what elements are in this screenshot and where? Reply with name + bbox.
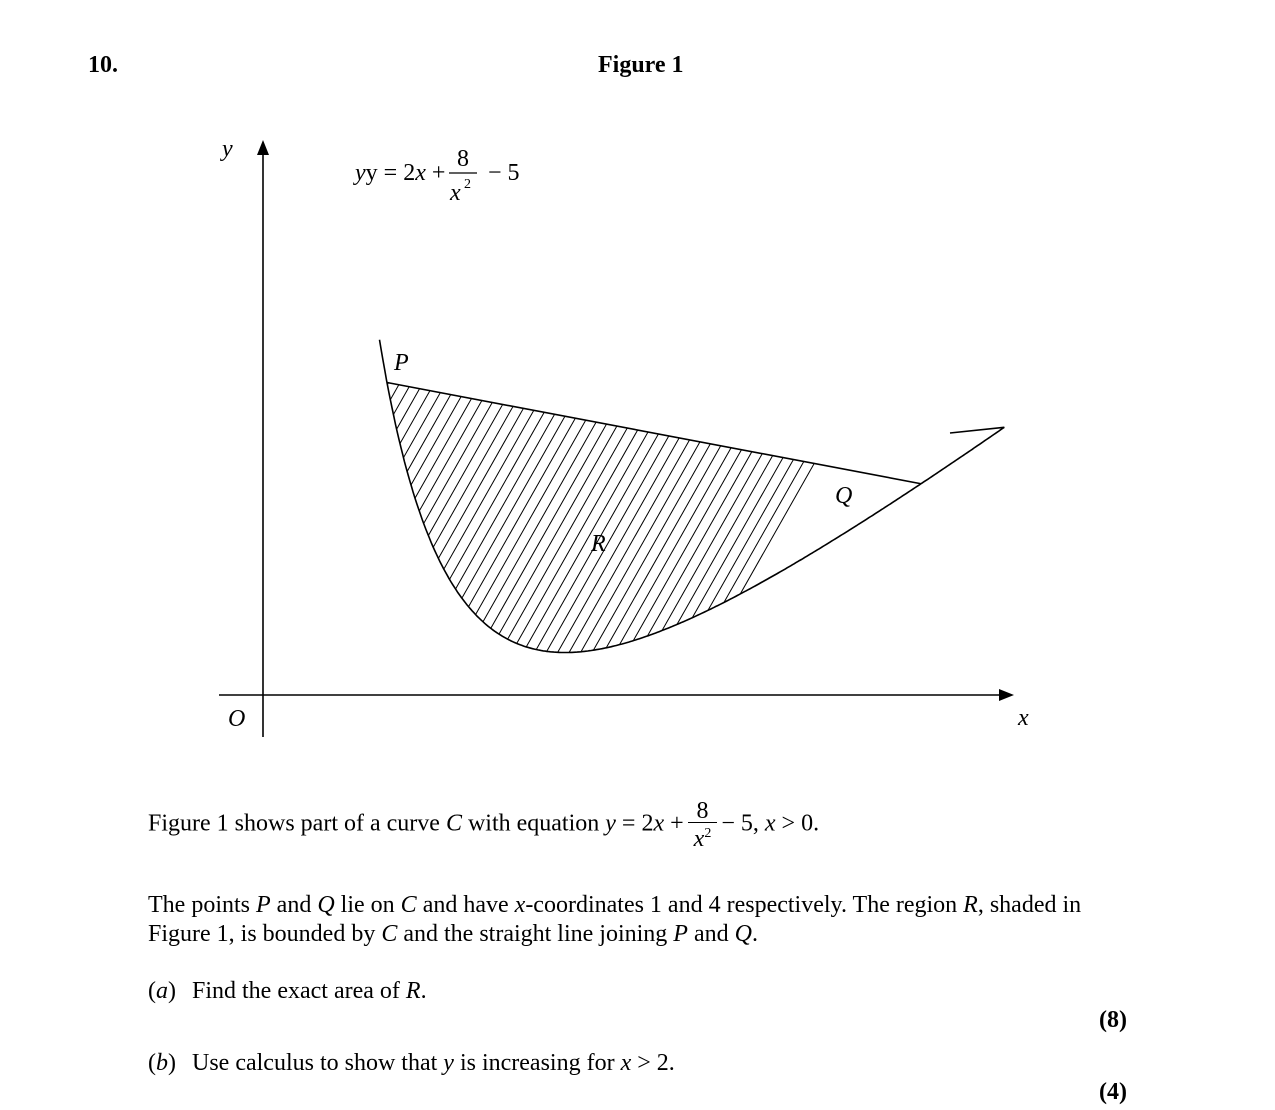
hatch-line xyxy=(531,380,701,680)
svg-text:2: 2 xyxy=(464,177,471,192)
hatch-line xyxy=(220,380,390,680)
origin-label: O xyxy=(228,706,246,732)
hatch-line xyxy=(427,380,597,680)
part-b: (b) Use calculus to show that y is increasing for x > 2. xyxy=(148,1050,675,1076)
hatch-line xyxy=(611,380,781,680)
part-a: (a) Find the exact area of R. xyxy=(148,978,427,1004)
hatch-line xyxy=(669,380,839,680)
hatch-line xyxy=(278,380,448,680)
hatch-line xyxy=(657,380,827,680)
svg-text:− 5: − 5 xyxy=(488,160,520,186)
point-q-label: Q xyxy=(835,483,853,509)
hatch-line xyxy=(634,380,804,680)
y-axis-label: y xyxy=(222,136,233,162)
part-b-marks: (4) xyxy=(1099,1079,1127,1105)
hatch-group xyxy=(220,380,862,680)
x-axis-label: x xyxy=(1018,705,1029,731)
hatch-line xyxy=(324,380,494,680)
hatch-line xyxy=(473,380,643,680)
hatch-line xyxy=(542,380,712,680)
hatch-line xyxy=(393,380,563,680)
hatch-line xyxy=(450,380,620,680)
hatch-line xyxy=(485,380,655,680)
hatch-line xyxy=(232,380,402,680)
figure-title: Figure 1 xyxy=(598,52,684,78)
point-p-label: P xyxy=(394,350,409,376)
chord-pq xyxy=(387,383,921,484)
svg-text:8: 8 xyxy=(457,146,469,172)
hatch-line xyxy=(266,380,436,680)
hatch-line xyxy=(243,380,413,680)
hatch-line xyxy=(680,380,853,680)
hatch-line xyxy=(301,380,471,680)
svg-text:x: x xyxy=(450,180,461,206)
svg-text:yy = 2x +: yy = 2x + xyxy=(355,160,446,186)
hatch-line xyxy=(381,380,551,680)
question-number: 10. xyxy=(88,52,118,78)
hatch-line xyxy=(519,380,689,680)
hatch-line xyxy=(335,380,505,680)
hatch-line xyxy=(646,380,816,680)
y-axis-arrow xyxy=(257,140,269,155)
intro-paragraph: Figure 1 shows part of a curve C with equation y = 2x + $\frac{8}{x^2}$ − 5, x > 0. xyxy=(148,798,820,852)
hatch-line xyxy=(289,380,459,680)
hatch-line xyxy=(439,380,609,680)
hatch-line xyxy=(692,380,862,680)
hatch-line xyxy=(255,380,425,680)
hatch-line xyxy=(496,380,666,680)
intro-fraction: $\frac{8}{x^2}$ xyxy=(688,800,718,850)
region-r-label: R xyxy=(591,531,606,557)
hatch-line xyxy=(462,380,632,680)
part-a-marks: (8) xyxy=(1099,1007,1127,1033)
hatch-line xyxy=(358,380,528,680)
hatch-line xyxy=(312,380,482,680)
hatch-line xyxy=(347,380,517,680)
curve-equation-label xyxy=(353,146,520,206)
hatch-line xyxy=(554,380,724,680)
points-paragraph: The points P and Q lie on C and have x-coordinates 1 and 4 respectively. The region R, shaded in Figure 1, is bounded by C and the straight line joining P and Q. xyxy=(148,892,1082,947)
hatch-line xyxy=(577,380,747,680)
hatch-line xyxy=(404,380,574,680)
hatch-line xyxy=(600,380,770,680)
x-axis-arrow xyxy=(999,689,1014,701)
